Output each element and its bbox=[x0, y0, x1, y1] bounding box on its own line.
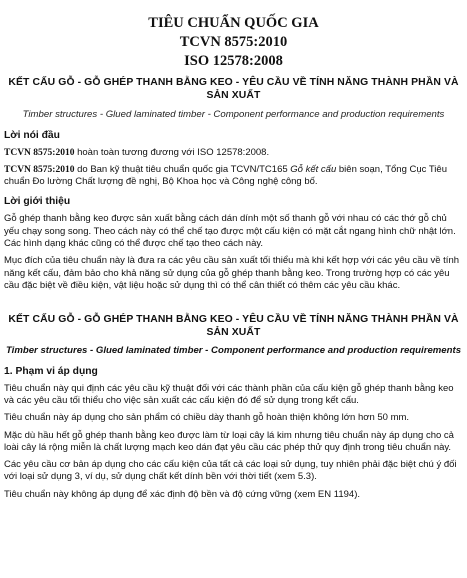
body-subtitle: Timber structures - Glued laminated timber - Component performance and production requirements bbox=[5, 345, 462, 357]
scope-paragraph-1: Tiêu chuẩn này qui định các yêu cầu kỹ thuật đối với các thành phần của cấu kiện gỗ ghép thanh bằng keo và các yêu cầu tối thiểu cho việc sản xuất các cấu kiện đó để sử dụng trong kết cấu. bbox=[4, 382, 454, 406]
introduction-heading: Lời giới thiệu bbox=[4, 196, 71, 208]
scope-heading: 1. Phạm vi áp dụng bbox=[4, 365, 98, 377]
scope-paragraph-2: Tiêu chuẩn này áp dụng cho sản phẩm có chiều dày thanh gỗ hoàn thiện không lớn hơn 50 mm. bbox=[4, 412, 410, 424]
foreword-heading: Lời nói đầu bbox=[4, 129, 60, 141]
introduction-paragraph-2: Mục đích của tiêu chuẩn này là đưa ra các yêu cầu sản xuất tối thiểu mà khi kết hợp với các yêu cầu về tính năng kết cấu, đảm bảo cho khả năng sử dụng của gỗ ghép thanh bằng keo. Trong trường hợp có các yêu cầu đặc biệt về điều kiện, vật liệu hoặc sử dụng thì có thể cân thiết có thêm các yêu cầu khác. bbox=[4, 255, 460, 291]
document-title: KẾT CẤU GỖ - GỖ GHÉP THANH BẰNG KEO - YÊU CẦU VỀ TÍNH NĂNG THÀNH PHẦN VÀ SẢN XUẤT bbox=[8, 77, 459, 101]
scope-paragraph-4: Các yêu cầu cơ bản áp dụng cho các cấu kiện của tất cả các loại sử dụng, tuy nhiên phải đặc biệt chú ý đối với loại sử dụng 3, ví dụ, sử dụng chất kết dính bền với thời tiết (xem 5.3). bbox=[4, 459, 457, 483]
standard-heading: TIÊU CHUẨN QUỐC GIA bbox=[148, 15, 319, 31]
body-title: KẾT CẤU GỖ - GỖ GHÉP THANH BẰNG KEO - YÊU CẦU VỀ TÍNH NĂNG THÀNH PHẦN VÀ SẢN XUẤT bbox=[8, 314, 459, 339]
scope-paragraph-3: Mặc dù hầu hết gỗ ghép thanh bằng keo được làm từ loại cây lá kim nhưng tiêu chuẩn này áp dụng cho cả loài cây lá rộng miễn là chất lượng mạch keo dán đạt yêu cầu các phép thử quy định trong tiêu chuẩn này. bbox=[4, 429, 454, 453]
standard-code: TCVN 8575:2010 bbox=[4, 147, 75, 158]
foreword-paragraph-1: TCVN 8575:2010 hoàn toàn tương đương với ISO 12578:2008. bbox=[4, 146, 270, 158]
standard-code: TCVN 8575:2010 bbox=[4, 164, 75, 175]
document-subtitle: Timber structures - Glued laminated timber - Component performance and production requirements bbox=[22, 109, 445, 120]
iso-number: ISO 12578:2008 bbox=[184, 53, 283, 69]
section-gap bbox=[4, 292, 463, 308]
introduction-paragraph-1: Gỗ ghép thanh bằng keo được sản xuất bằng cách dán dính một số thanh gỗ với nhau có các thớ gỗ chủ yếu chạy song song. Theo cách này có thể chế tạo được một cấu kiện có mặt cắt ngang hình chữ nhật lớn. Các hình dạng khác cũng có thể được chế tạo theo cách này. bbox=[4, 213, 456, 249]
scope-paragraph-5: Tiêu chuẩn này không áp dụng để xác định độ bền và độ cứng vững (xem EN 1194). bbox=[4, 488, 361, 500]
foreword-paragraph-2: TCVN 8575:2010 do Ban kỹ thuật tiêu chuẩn quốc gia TCVN/TC165 Gỗ kết cấu biên soạn, Tổng Cục Tiêu chuẩn Đo lường Chất lượng đề nghị, Bộ Khoa học và Công nghệ công bố. bbox=[4, 163, 447, 188]
tcvn-number: TCVN 8575:2010 bbox=[179, 34, 288, 50]
